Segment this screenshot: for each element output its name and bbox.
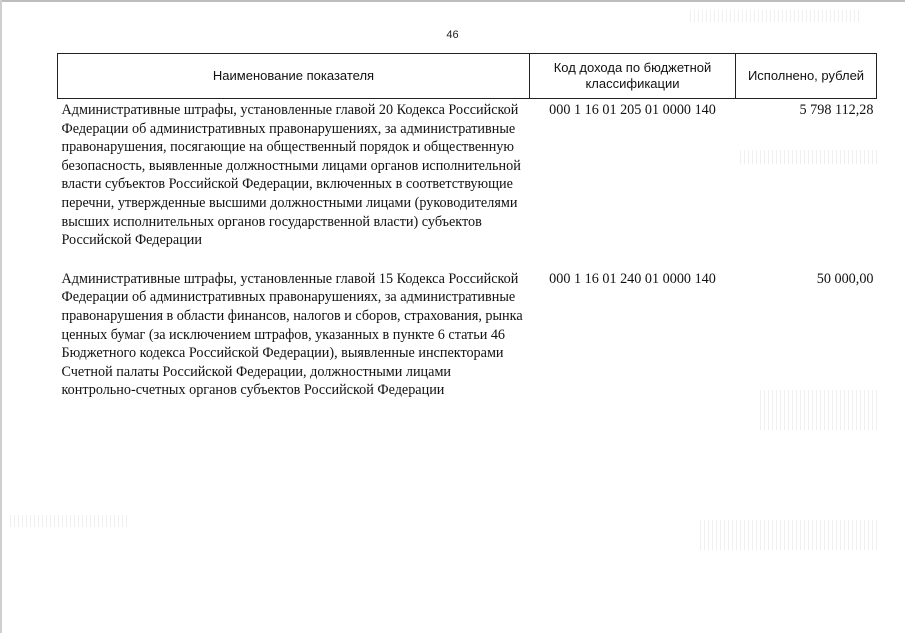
scan-edge-top (0, 0, 905, 2)
table-row (58, 268, 877, 400)
column-header-sum: Исполнено, рублей (736, 54, 877, 99)
row-indicator-name: Административные штрафы, установленные главой 15 Кодекса Российской Федерации об административных правонарушениях, за административные правонарушения в области финансов, налогов и сборов, страхования, рынка ценных бумаг (за исключением штрафов, указанных в пункте 6 статьи 46 Бюджетного кодекса Российской Федерации), выявленные инспекторами Счетной палаты Российской Федерации, должностными лицами контрольно-счетных органов субъектов Российской Федерации (61, 270, 523, 399)
row-executed-amount: 5 798 112,28 (799, 102, 874, 118)
page-number: 46 (446, 29, 459, 41)
column-header-name: Наименование показателя (58, 54, 530, 99)
row-budget-code: 000 1 16 01 240 01 0000 140 (549, 270, 716, 287)
row-budget-code: 000 1 16 01 205 01 0000 140 (549, 102, 716, 118)
row-spacer (58, 250, 877, 268)
table-header-row (58, 54, 877, 99)
scan-noise (690, 10, 860, 22)
row-executed-amount: 50 000,00 (816, 270, 874, 287)
scan-noise (700, 520, 880, 550)
revenue-table (57, 53, 877, 400)
scan-noise (10, 515, 130, 527)
scan-edge-left (0, 0, 2, 633)
row-indicator-name: Административные штрафы, установленные главой 20 Кодекса Российской Федерации об административных правонарушениях, за административные правонарушения, посягающие на общественный порядок и общественную безопасность, выявленные должностными лицами органов исполнительной власти субъектов Российской Федерации, включенных в соответствующие перечни, утвержденные высшими должностными лицами (руководителями высших исполнительных органов государственной власти) субъектов Российской Федерации (61, 102, 521, 249)
column-header-code: Код дохода по бюджетной классификации (530, 54, 736, 99)
table-row (58, 99, 877, 250)
